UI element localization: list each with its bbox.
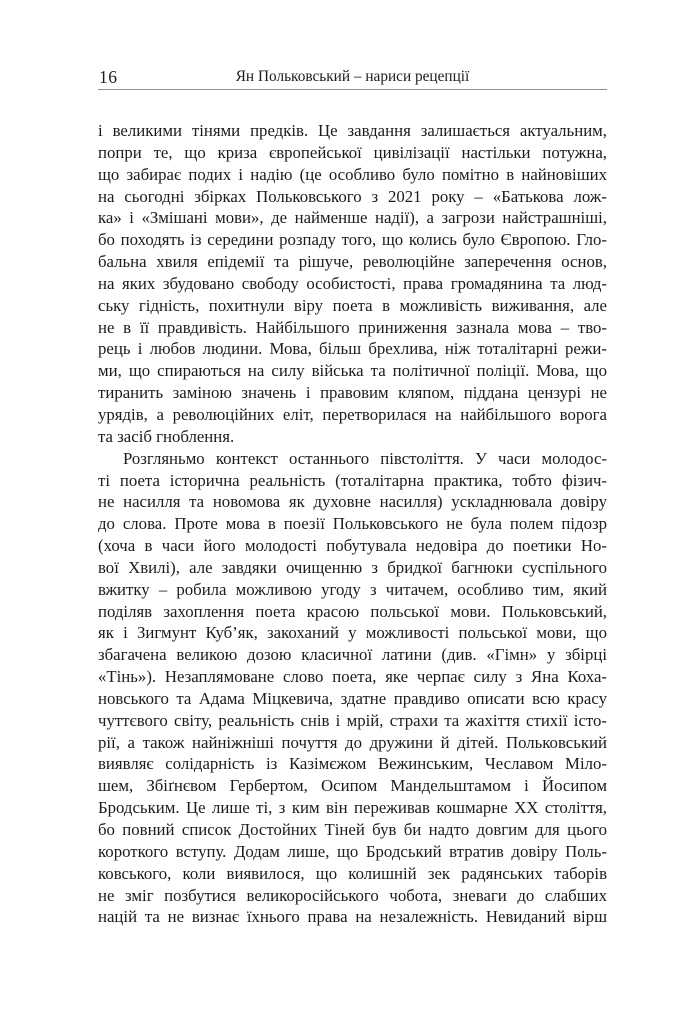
text-line: збагачена великою дозою класичної латини (див. «Гімн» у збірці	[98, 645, 607, 665]
text-line: ті поета історична реальність (тоталітарна практика, тобто фізич-	[98, 470, 607, 490]
text-line: не зміг позбутися великоросійського чобота, зневаги до слабших	[98, 885, 607, 905]
text-line: тиранить заміною значень і правовим кляпом, піддана цензурі не	[98, 383, 607, 403]
text-line: націй та не визнає їхнього права на незалежність. Невиданий вірш	[98, 907, 607, 927]
text-line: ську гідність, похитнули віру поета в можливість виживання, але	[98, 295, 607, 315]
text-line: «Тінь»). Незаплямоване слово поета, яке черпає силу з Яна Коха-	[98, 667, 607, 687]
text-line: рії, а також найніжніші почуття до дружини й дітей. Польковський	[98, 732, 607, 752]
text-line: бо повний список Достойних Тіней був би надто довгим для цього	[98, 820, 607, 839]
text-line: чуттєвого світу, реальність снів і мрій, страхи та жахіття стихії істо-	[98, 710, 607, 730]
page-number: 16	[99, 67, 118, 87]
text-line: бо походять із середини розпаду того, що колись було Європою. Гло-	[98, 230, 607, 250]
text-line: вої Хвилі), але завдяки очищенню з бридкої багнюки суспільного	[98, 557, 607, 577]
text-line: урядів, а революційних еліт, перетворилася на найбільшого ворога	[98, 404, 607, 424]
text-line: (хоча в часи його молодості побутувала недовіра до поетики Но-	[98, 536, 607, 556]
text-line: бальна хвиля епідемії та рішуче, революційне заперечення основ,	[98, 252, 607, 272]
text-line: попри те, що криза європейської цивілізації настільки потужна,	[98, 142, 607, 162]
text-column	[98, 0, 607, 928]
text-line: шем, Збіґнєвом Гербертом, Осипом Мандельштамом і Йосипом	[98, 776, 607, 796]
text-line: Бродським. Це лише ті, з ким він переживав кошмарне XX століття,	[98, 798, 607, 818]
text-line: вжитку – робила можливою угоду з читачем, особливо тим, який	[98, 579, 607, 599]
text-line: ка» і «Змішані мови», де найменше надії), а загрози найстрашніші,	[98, 208, 607, 228]
running-header-title: Ян Польковський – нариси рецепції	[235, 68, 470, 85]
text-line: короткого вступу. Додам лише, що Бродський втратив довіру Поль-	[98, 841, 607, 861]
text-line: на яких збудовано свободу особистості, права громадянина та люд-	[98, 273, 607, 293]
text-line: ковського, коли виявилося, що колишній зек радянських таборів	[98, 863, 607, 883]
page-header	[98, 67, 607, 87]
text-line: поділяв захоплення поета красою польської мови. Польковський,	[98, 601, 607, 621]
text-line: не в її правдивість. Найбільшого приниження зазнала мова – тво-	[98, 317, 607, 337]
paragraph	[98, 120, 607, 448]
text-line: Розгляньмо контекст останнього півстоліття. У часи молодос-	[123, 448, 607, 468]
text-line: новського та Адама Міцкевича, здатне правдиво описати всю красу	[98, 688, 607, 708]
text-line: та засіб гноблення.	[98, 426, 235, 446]
header-rule	[98, 89, 607, 90]
text-line: не насилля та новомова як духовне насилля) ускладнювала довіру	[98, 492, 607, 512]
text-line: що забирає подих і надію (це особливо було помітно в найновіших	[98, 164, 607, 184]
text-line: і великими тінями предків. Це завдання залишається актуальним,	[98, 121, 607, 140]
text-line: виявляє солідарність із Казімєжом Вежинським, Чеславом Міло-	[98, 754, 607, 774]
paragraph	[98, 448, 607, 929]
text-line: на сьогодні збірках Польковського з 2021 року – «Батькова лож-	[98, 186, 607, 206]
text-line: ми, що спираються на силу війська та політичної поліції. Мова, що	[98, 361, 607, 381]
text-line: до слова. Проте мова в поезії Польковського не була полем підозр	[98, 514, 607, 534]
text-line: рець і любов людини. Мова, більш брехлива, ніж тоталітарні режи-	[98, 339, 607, 359]
text-line: як і Зигмунт Куб’як, закоханий у можливості польської мови, що	[98, 623, 607, 643]
page-body	[98, 120, 607, 928]
